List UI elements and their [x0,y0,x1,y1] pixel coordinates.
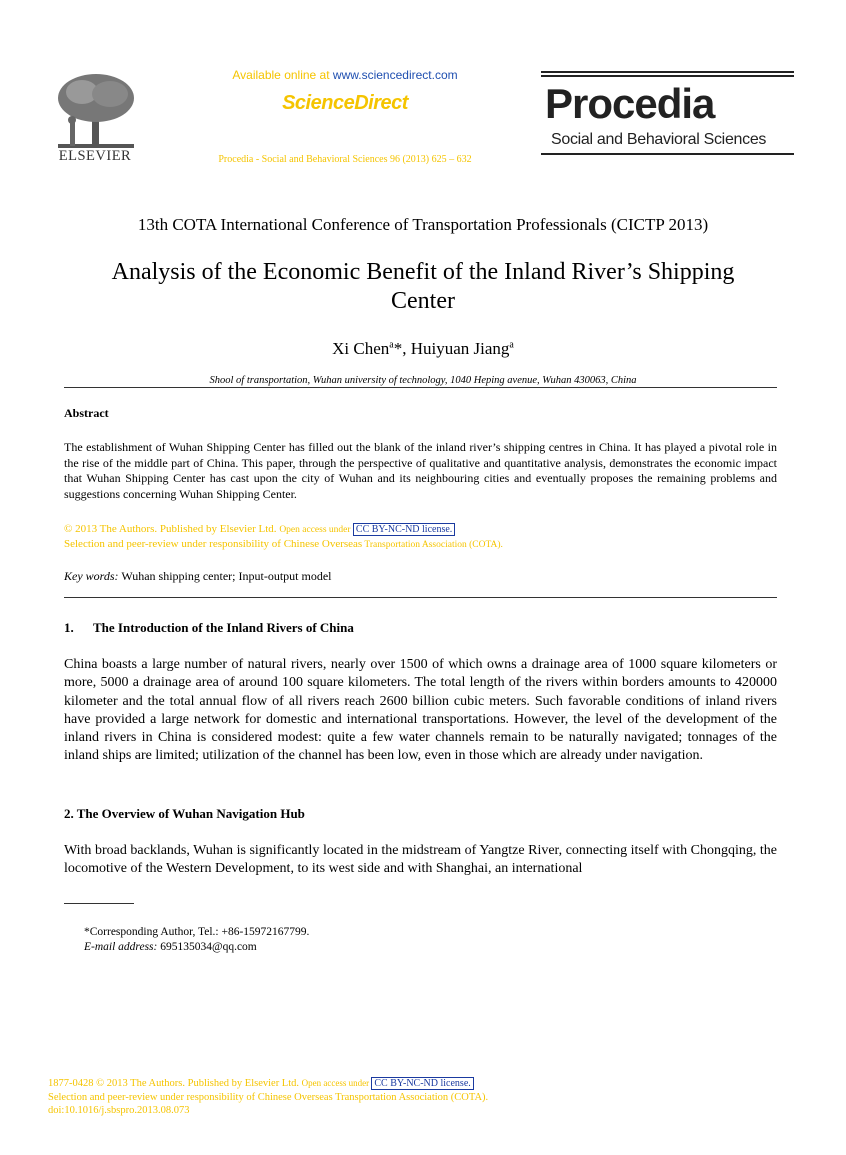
footnote-email[interactable]: 695135034@qq.com [157,941,257,953]
sciencedirect-logo: ScienceDirect [282,92,408,114]
license-link[interactable]: CC BY-NC-ND license. [371,1077,473,1090]
footnote [84,925,309,955]
paper-title-line1: Analysis of the Economic Benefit of the Inland River’s Shipping [111,259,735,285]
license-link[interactable]: CC BY-NC-ND license. [353,523,455,536]
review-line: Selection and peer-review under responsibility of Chinese Overseas [64,537,363,550]
procedia-bottom-rule [541,153,794,155]
keywords [64,569,332,584]
abstract-text: The establishment of Wuhan Shipping Center has filled out the blank of the inland river’s shipping centres in China. It has played a pivotal role in the rise of the middle part of China. This paper, through the perspective of qualitative and quantitative analysis, demonstrates the economic impact that Wuhan Shipping Center has cast upon the city of Wuhan and its neighbouring cities and eventually proposes the remaining problems and suggestions concerning Wuhan Shipping Center. [64,440,777,501]
footnote-email-label: E-mail address: [84,941,158,953]
available-prefix: Available online at [232,68,333,82]
paper-title-line2: Center [391,288,455,314]
section-title: The Introduction of the Inland Rivers of China [93,620,354,635]
divider [64,597,777,598]
section-number: 1. [64,620,74,635]
author-list [0,339,846,359]
affiliation: Shool of transportation, Wuhan university of technology, 1040 Heping avenue, Wuhan 430063, China [209,375,637,386]
section-heading: 2. The Overview of Wuhan Navigation Hub [64,806,305,821]
copyright-line: © 2013 The Authors. Published by Elsevier Ltd. [64,523,280,535]
author-name: Xi Chen [332,339,390,358]
keywords-label: Key words: [64,569,119,583]
author-affiliation-mark: a [509,339,514,351]
doi[interactable]: doi:10.1016/j.sbspro.2013.08.073 [48,1105,190,1116]
section-paragraph: China boasts a large number of natural rivers, nearly over 1500 of which owns a drainage area of 1000 square kilometers or more, 5000 a drainage area of around 100 square kilometers. The total length of the rivers within borders amounts to 420000 kilometer and the total annual flow of all rivers reach 2600 billion cubic meters. Such favorable conditions of inland rivers have provided a large network for domestic and international transportations. However, the level of the development of the inland rivers in China is considered modest: quite a few water channels remain to be naturally navigated; tonnages of the inland ships are limited; utilization of the channel has been low, even in those which are already under navigation. [64,657,777,764]
procedia-logo-title: Procedia [545,80,715,127]
journal-citation: Procedia - Social and Behavioral Sciences 96 (2013) 625 – 632 [218,154,472,165]
author-separator: *, [393,339,411,358]
elsevier-tree-logo-icon [52,70,140,152]
section-paragraph: With broad backlands, Wuhan is significantly located in the midstream of Yangtze River, connecting itself with Chongqing, the locomotive of the Western Development, to its west side and with Shanghai, an international [64,843,777,877]
open-access-text: Open access under [301,1078,372,1088]
copyright-notice [64,523,503,552]
keywords-text: Wuhan shipping center; Input-output model [118,569,332,583]
paper-title [60,258,786,316]
section-heading [64,620,354,636]
issn-line: 1877-0428 © 2013 The Authors. Published by Elsevier Ltd. [48,1078,302,1089]
available-online-line [150,68,540,82]
author-name: Huiyuan Jiang [410,339,510,358]
procedia-logo-subtitle: Social and Behavioral Sciences [551,131,767,148]
review-line-suffix: Transportation Association (COTA). [362,539,503,550]
abstract-heading: Abstract [64,406,109,420]
page-footer [48,1077,488,1118]
author-affiliation-mark: a [389,339,394,351]
elsevier-wordmark: ELSEVIER [58,148,132,164]
procedia-top-rule [541,71,794,73]
footnote-corresponding: *Corresponding Author, Tel.: +86-15972167799. [84,926,310,938]
procedia-top-rule-2 [541,75,794,77]
footnote-rule [64,903,134,904]
sciencedirect-link[interactable]: www.sciencedirect.com [332,68,458,82]
conference-name: 13th COTA International Conference of Transportation Professionals (CICTP 2013) [137,215,709,234]
review-line: Selection and peer-review under responsibility of Chinese Overseas Transportation Association (COTA). [48,1091,489,1103]
open-access-text: Open access under [279,525,353,535]
divider [64,387,777,388]
